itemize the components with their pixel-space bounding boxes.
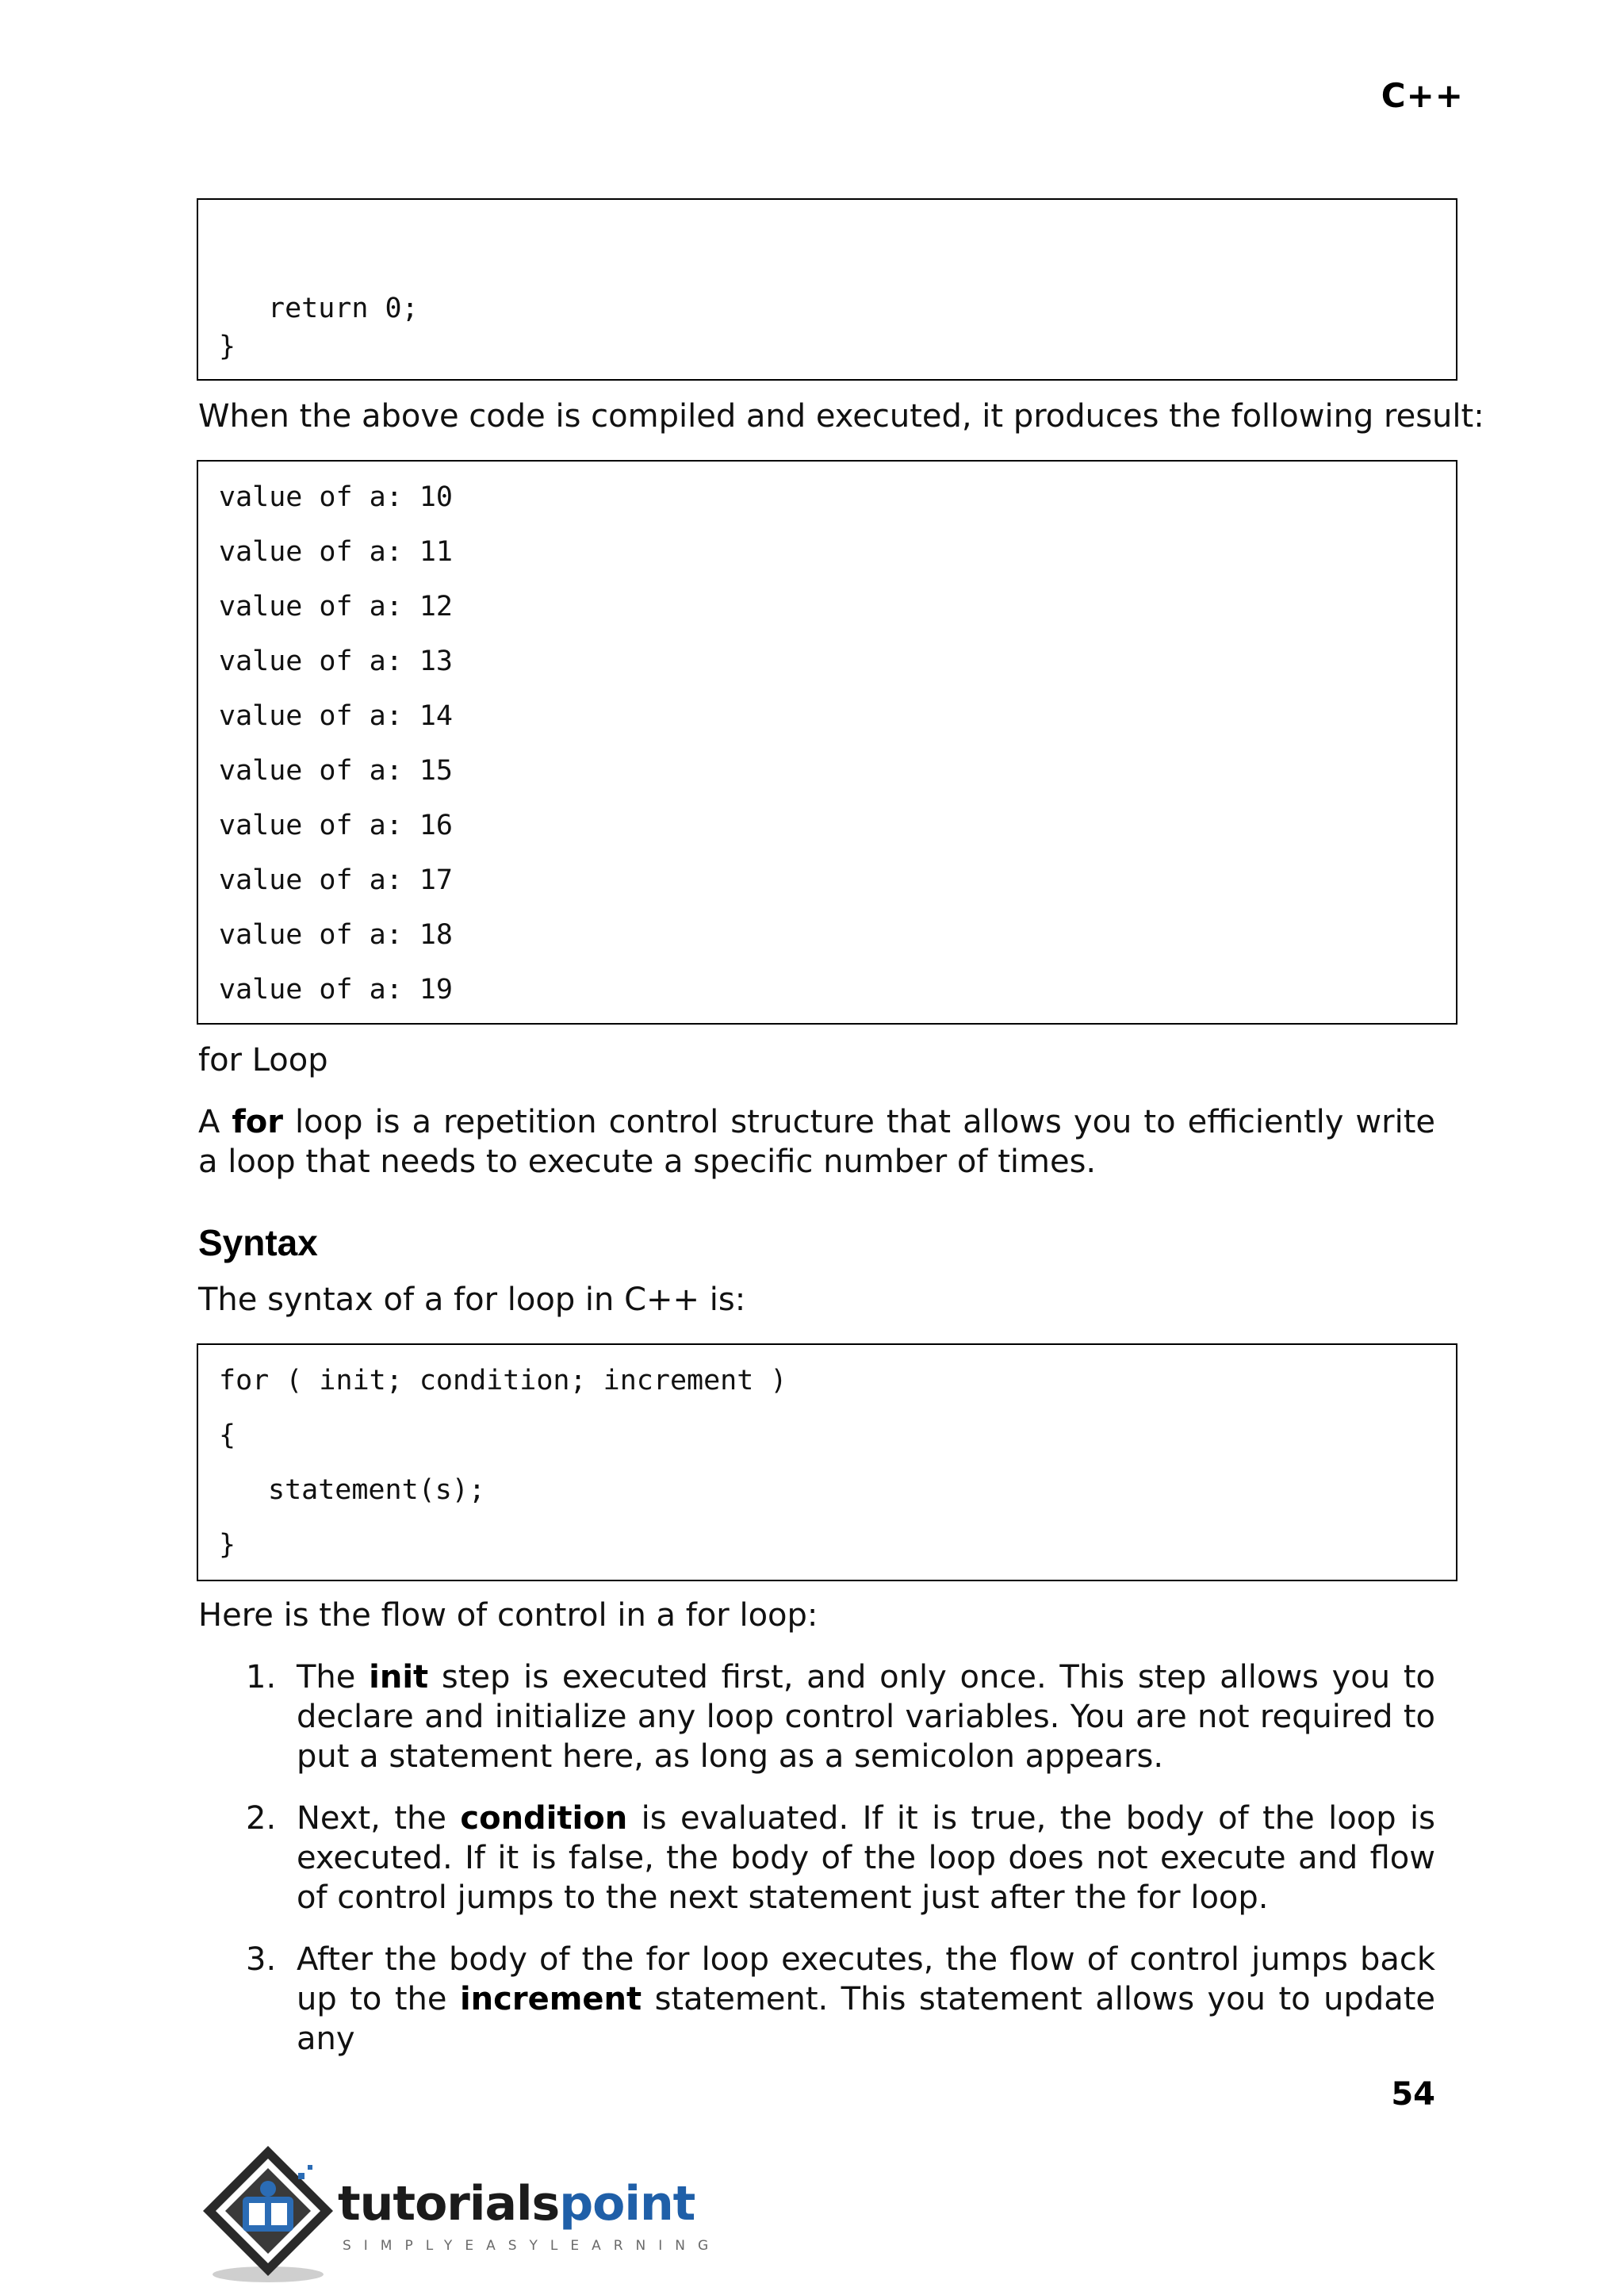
list-text <box>297 1799 1435 1918</box>
output-line: value of a: 16 <box>219 810 454 841</box>
logo-wordmark <box>338 2176 695 2232</box>
logo-diamond-icon <box>197 2141 339 2284</box>
list-keyword: condition <box>460 1800 628 1837</box>
output-line: value of a: 15 <box>219 755 454 787</box>
list-number: 3. <box>246 1941 277 1978</box>
code-line: } <box>219 1529 236 1561</box>
code-block-return <box>197 198 1457 381</box>
list-text-pre: After the body of the for loop executes, the flow of control jumps back up to the <box>297 1941 1435 2017</box>
code-line: for ( init; condition; increment ) <box>219 1365 787 1397</box>
section-label: for Loop <box>198 1042 328 1079</box>
result-intro: When the above code is compiled and executed, it produces the following result: <box>198 398 1484 435</box>
list-text <box>297 1657 1435 1776</box>
flow-intro: Here is the flow of control in a for loop: <box>198 1597 818 1634</box>
list-text-post: step is executed first, and only once. This step allows you to declare and initialize any loop control variables. You are not required to put a statement here, as long as a semicolon appears. <box>297 1659 1436 1775</box>
output-line: value of a: 13 <box>219 646 454 677</box>
output-line: value of a: 10 <box>219 481 454 513</box>
output-line: value of a: 19 <box>219 974 454 1006</box>
output-line: value of a: 11 <box>219 536 454 568</box>
syntax-heading: Syntax <box>198 1222 318 1263</box>
output-line: value of a: 14 <box>219 700 454 732</box>
list-keyword: increment <box>459 1981 642 2017</box>
list-number: 1. <box>246 1659 277 1695</box>
list-text-pre: The <box>297 1659 370 1695</box>
description-keyword: for <box>232 1104 283 1140</box>
output-line: value of a: 17 <box>219 864 454 896</box>
for-loop-description <box>198 1102 1435 1182</box>
description-suffix: loop is a repetition control structure that allows you to efficiently write a loop that needs to execute a specific number of times. <box>198 1104 1435 1180</box>
list-number: 2. <box>246 1800 277 1837</box>
code-line: { <box>219 1420 236 1451</box>
code-line: } <box>219 331 236 362</box>
code-line: return 0; <box>268 293 419 324</box>
page-number: 54 <box>1391 2076 1435 2113</box>
list-text <box>297 1940 1435 2059</box>
logo-text-tutorials: tutorials <box>338 2176 560 2232</box>
tutorialspoint-logo <box>197 2141 722 2284</box>
output-block <box>197 460 1457 1025</box>
logo-tagline: SIMPLYEASYLEARNING <box>343 2238 722 2254</box>
list-keyword: init <box>369 1659 429 1695</box>
list-text-pre: Next, the <box>297 1800 461 1837</box>
syntax-intro: The syntax of a for loop in C++ is: <box>198 1282 746 1318</box>
output-line: value of a: 12 <box>219 591 454 623</box>
syntax-code-block <box>197 1343 1457 1581</box>
description-prefix: A <box>198 1104 232 1140</box>
header-title: C++ <box>1381 76 1464 115</box>
logo-text-point: point <box>559 2176 695 2232</box>
code-line: statement(s); <box>268 1474 485 1506</box>
output-line: value of a: 18 <box>219 919 454 951</box>
list-text-post: statement. This statement allows you to update any <box>297 1981 1436 2057</box>
list-text-post: is evaluated. If it is true, the body of the loop is executed. If it is false, the body of the loop does not execute and flow of control jumps to the next statement just after the for loop. <box>297 1800 1435 1916</box>
